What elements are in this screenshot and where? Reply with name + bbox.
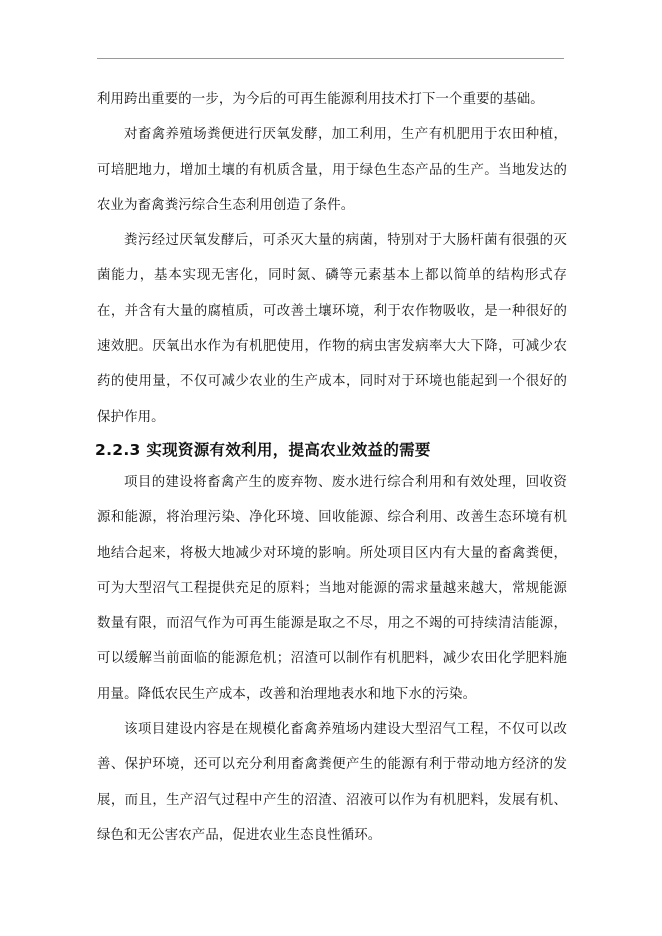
paragraph: 对畜禽养殖场粪便进行厌氧发酵，加工利用，生产有机肥用于农田种植，可培肥地力，增加土壤的有机质含量，用于绿色生态产品的生产。当地发达的农业为畜禽粪污综合生态利用创造了条件。 — [97, 127, 567, 213]
document-body — [97, 82, 567, 853]
paragraph: 粪污经过厌氧发酵后，可杀灭大量的病菌，特别对于大肠杆菌有很强的灭菌能力，基本实现无害化，同时氮、磷等元素基本上都以简单的结构形式存在，并含有大量的腐植质，可改善土壤环境，利于农作物吸收，是一种很好的速效肥。厌氧出水作为有机肥使用，作物的病虫害发病率大大下降，可减少农药的使用量，不仅可减少农业的生产成本，同时对于环境也能起到一个很好的保护作用。 — [97, 233, 567, 425]
paragraph: 该项目建设内容是在规模化畜禽养殖场内建设大型沼气工程，不仅可以改善、保护环境，还可以充分利用畜禽粪便产生的能源有利于带动地方经济的发展，而且，生产沼气过程中产生的沼渣、沼液可以作为有机肥料，发展有机、绿色和无公害农产品，促进农业生态良性循环。 — [97, 722, 567, 843]
header-divider — [97, 58, 564, 59]
paragraph: 利用跨出重要的一步，为今后的可再生能源利用技术打下一个重要的基础。 — [97, 92, 544, 107]
paragraph: 项目的建设将畜禽产生的废弃物、废水进行综合利用和有效处理，回收资源和能源，将治理污染、净化环境、回收能源、综合利用、改善生态环境有机地结合起来，将极大地减少对环境的影响。所处项目区内有大量的畜禽粪便，可为大型沼气工程提供充足的原料；当地对能源的需求量越来越大，常规能源数量有限，而沼气作为可再生能源是取之不尽，用之不竭的可持续清洁能源，可以缓解当前面临的能源危机；沼渣可以制作有机肥料，减少农田化学肥料施用量。降低农民生产成本，改善和治理地表水和地下水的污染。 — [97, 474, 567, 702]
section-heading: 2.2.3 实现资源有效利用，提高农业效益的需要 — [95, 440, 431, 459]
